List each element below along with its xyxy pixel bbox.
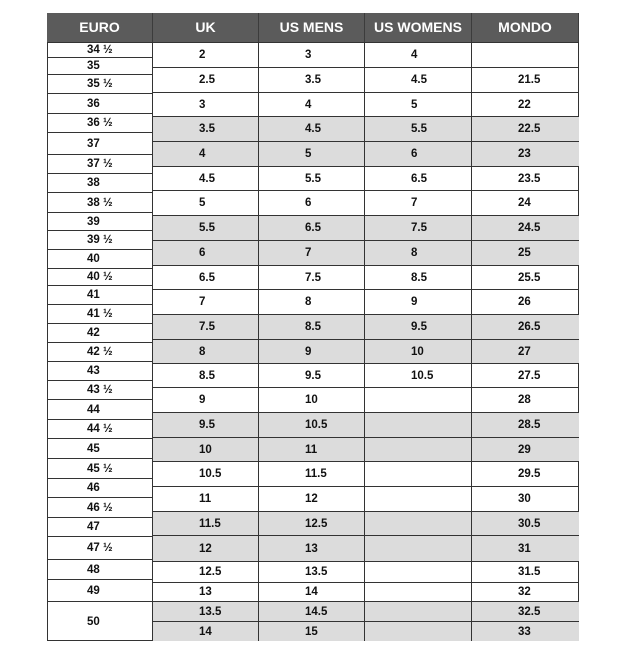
us-womens-cell	[365, 583, 472, 601]
mondo-cell: 28.5	[518, 419, 541, 431]
uk-cell: 10	[153, 438, 259, 461]
uk-cell: 4.5	[153, 167, 259, 190]
us-mens-cell: 7.5	[259, 266, 365, 289]
uk-cell: 7.5	[153, 315, 259, 339]
table-row	[153, 315, 579, 340]
table-row	[153, 117, 579, 142]
us-womens-cell	[365, 487, 472, 511]
us-womens-cell: 8	[365, 241, 472, 265]
us-womens-cell	[365, 536, 472, 561]
us-womens-cell: 6	[365, 142, 472, 166]
us-mens-cell: 10	[259, 388, 365, 412]
euro-cell: 39 ½	[47, 231, 153, 250]
mondo-cell: 26.5	[518, 321, 541, 333]
us-mens-cell: 4	[259, 93, 365, 116]
mondo-cell: 25.5	[518, 271, 541, 284]
euro-cell: 44	[47, 400, 153, 420]
mondo-cell: 30	[518, 493, 531, 505]
us-womens-cell: 9.5	[365, 315, 472, 339]
table-row	[153, 340, 579, 364]
uk-cell: 5.5	[153, 216, 259, 240]
us-mens-cell: 14	[259, 583, 365, 601]
table-row	[153, 438, 579, 462]
size-chart	[47, 13, 579, 641]
us-mens-cell: 12.5	[259, 512, 365, 535]
mondo-cell: 30.5	[518, 517, 541, 530]
table-row	[153, 583, 579, 602]
euro-cell: 34 ½	[47, 42, 153, 58]
euro-cell: 41	[47, 286, 153, 305]
uk-cell: 8.5	[153, 364, 259, 387]
table-row	[153, 142, 579, 167]
us-womens-cell: 5.5	[365, 117, 472, 141]
us-womens-cell: 5	[365, 93, 472, 116]
us-mens-cell: 8.5	[259, 315, 365, 339]
header-euro	[47, 13, 153, 42]
euro-cell: 42 ½	[47, 343, 153, 362]
us-mens-cell: 4.5	[259, 117, 365, 141]
us-womens-cell: 10	[365, 340, 472, 363]
table-row	[153, 290, 579, 315]
euro-cell: 38	[47, 174, 153, 193]
header-label: US MENS	[279, 19, 344, 35]
mondo-cell: 27.5	[518, 369, 541, 382]
euro-cell: 37 ½	[47, 155, 153, 174]
header-label: EURO	[79, 19, 120, 35]
euro-cell: 40 ½	[47, 269, 153, 286]
us-womens-cell: 7.5	[365, 216, 472, 240]
header-label: US WOMENS	[374, 19, 462, 35]
table-row	[153, 413, 579, 438]
euro-cell: 47 ½	[47, 537, 153, 560]
header-label: UK	[195, 19, 216, 35]
euro-cell: 35	[47, 58, 153, 75]
uk-cell: 2.5	[153, 68, 259, 92]
table-row	[153, 266, 579, 290]
mondo-cell: 33	[518, 625, 531, 638]
euro-cell: 36	[47, 94, 153, 114]
us-womens-cell	[365, 622, 472, 641]
table-row	[153, 216, 579, 241]
uk-cell: 13	[153, 583, 259, 601]
euro-cell: 42	[47, 324, 153, 343]
euro-cell: 38 ½	[47, 193, 153, 213]
euro-cell: 48	[47, 560, 153, 580]
us-mens-cell: 11.5	[259, 462, 365, 486]
header-us-womens	[365, 13, 472, 42]
us-mens-cell: 5.5	[259, 167, 365, 190]
uk-cell: 11.5	[153, 512, 259, 535]
mondo-cell: 29	[518, 443, 531, 456]
uk-cell: 6.5	[153, 266, 259, 289]
uk-cell: 3	[153, 93, 259, 116]
table-row	[153, 241, 579, 266]
mondo-cell: 32.5	[518, 605, 541, 618]
uk-cell: 6	[153, 241, 259, 265]
us-mens-cell: 13.5	[259, 562, 365, 582]
uk-cell: 2	[153, 42, 259, 67]
mondo-cell: 21.5	[518, 74, 541, 86]
us-womens-cell	[365, 413, 472, 437]
euro-cell: 46	[47, 479, 153, 498]
mondo-cell: 28	[518, 394, 531, 406]
mondo-cell: 31	[518, 542, 531, 555]
mondo-cell: 32	[518, 586, 531, 598]
table-row	[153, 42, 579, 68]
euro-cell: 47	[47, 518, 153, 537]
euro-cell: 39	[47, 213, 153, 231]
mondo-cell: 23	[518, 148, 531, 160]
mondo-cell: 23.5	[518, 172, 541, 185]
uk-cell: 5	[153, 191, 259, 215]
table-row	[153, 622, 579, 641]
us-womens-cell: 8.5	[365, 266, 472, 289]
table-row	[153, 602, 579, 622]
us-mens-cell: 5	[259, 142, 365, 166]
uk-cell: 3.5	[153, 117, 259, 141]
table-row	[153, 562, 579, 583]
us-mens-cell: 6.5	[259, 216, 365, 240]
table-row	[153, 536, 579, 562]
table-row	[153, 487, 579, 512]
us-mens-cell: 7	[259, 241, 365, 265]
us-womens-cell	[365, 512, 472, 535]
euro-cell: 45 ½	[47, 459, 153, 479]
mondo-cell: 22	[518, 98, 531, 111]
us-womens-cell	[365, 602, 472, 621]
mondo-cell: 22.5	[518, 123, 541, 135]
us-womens-cell	[365, 462, 472, 486]
us-womens-cell: 4.5	[365, 68, 472, 92]
euro-cell: 41 ½	[47, 305, 153, 324]
table-row	[153, 93, 579, 117]
euro-cell: 43 ½	[47, 381, 153, 400]
us-womens-cell: 7	[365, 191, 472, 215]
us-mens-cell: 11	[259, 438, 365, 461]
uk-cell: 9.5	[153, 413, 259, 437]
us-mens-cell: 8	[259, 290, 365, 314]
euro-cell: 36 ½	[47, 114, 153, 133]
mondo-cell: 25	[518, 247, 531, 259]
us-womens-cell: 6.5	[365, 167, 472, 190]
euro-cell: 46 ½	[47, 498, 153, 518]
header-uk	[153, 13, 259, 42]
us-mens-cell: 3	[259, 42, 365, 67]
us-womens-cell	[365, 388, 472, 412]
table-row	[153, 167, 579, 191]
us-mens-cell: 9.5	[259, 364, 365, 387]
mondo-cell: 26	[518, 296, 531, 308]
header-mondo	[472, 13, 579, 42]
uk-cell: 9	[153, 388, 259, 412]
euro-cell: 35 ½	[47, 75, 153, 94]
table-row	[153, 364, 579, 388]
mondo-cell: 27	[518, 345, 531, 358]
table-row	[153, 462, 579, 487]
mondo-cell: 24.5	[518, 222, 541, 234]
us-womens-cell: 4	[365, 42, 472, 67]
uk-cell: 12	[153, 536, 259, 561]
table-row	[153, 68, 579, 93]
euro-cell: 40	[47, 250, 153, 269]
us-mens-cell: 15	[259, 622, 365, 641]
euro-cell: 37	[47, 133, 153, 155]
us-mens-cell: 13	[259, 536, 365, 561]
us-mens-cell: 14.5	[259, 602, 365, 621]
uk-cell: 7	[153, 290, 259, 314]
euro-cell: 45	[47, 439, 153, 459]
uk-cell: 10.5	[153, 462, 259, 486]
uk-cell: 8	[153, 340, 259, 363]
us-mens-cell: 3.5	[259, 68, 365, 92]
euro-cell: 49	[47, 580, 153, 602]
uk-cell: 11	[153, 487, 259, 511]
uk-cell: 13.5	[153, 602, 259, 621]
us-mens-cell: 12	[259, 487, 365, 511]
mondo-cell	[472, 42, 579, 67]
mondo-cell: 31.5	[518, 566, 541, 578]
us-womens-cell: 9	[365, 290, 472, 314]
us-womens-cell: 10.5	[365, 364, 472, 387]
table-row	[153, 512, 579, 536]
us-mens-cell: 6	[259, 191, 365, 215]
header-label: MONDO	[498, 19, 552, 35]
mondo-cell: 29.5	[518, 468, 541, 480]
header-us-mens	[259, 13, 365, 42]
us-womens-cell	[365, 438, 472, 461]
uk-cell: 14	[153, 622, 259, 641]
us-mens-cell: 9	[259, 340, 365, 363]
us-womens-cell	[365, 562, 472, 582]
table-row	[153, 191, 579, 216]
uk-cell: 12.5	[153, 562, 259, 582]
euro-cell: 43	[47, 362, 153, 381]
euro-cell: 44 ½	[47, 420, 153, 439]
uk-cell: 4	[153, 142, 259, 166]
table-row	[153, 388, 579, 413]
mondo-cell: 24	[518, 197, 531, 209]
us-mens-cell: 10.5	[259, 413, 365, 437]
euro-cell: 50	[47, 602, 153, 641]
